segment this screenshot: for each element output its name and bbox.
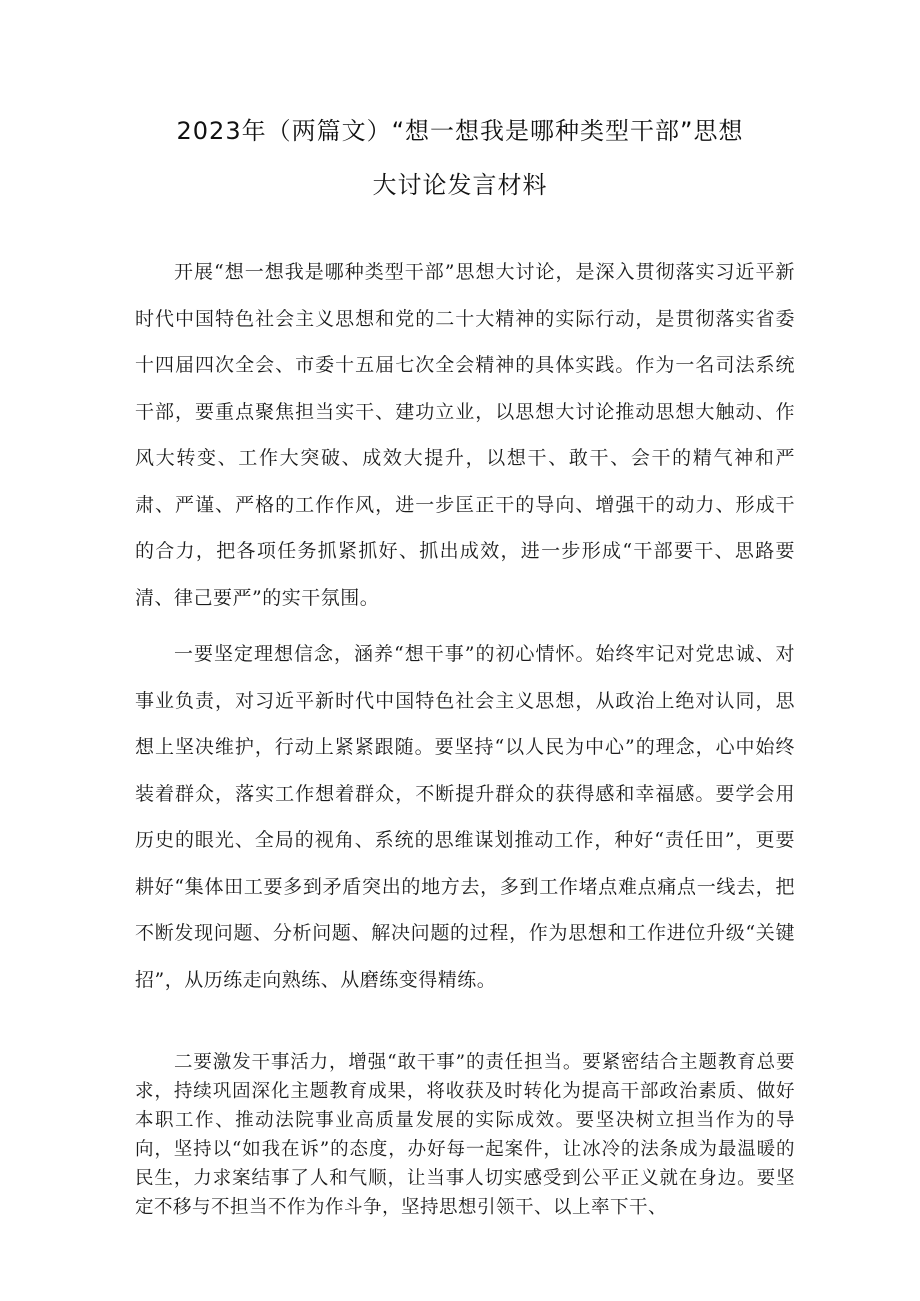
paragraph-point-1: 一要坚定理想信念，涵养“想干事”的初心情怀。始终牢记对党忠诚、对事业负责，对习近平新时代中国特色社会主义思想，从政治上绝对认同，思想上坚决维护，行动上紧紧跟随。要坚持“以人民为中心”的理念，心中始终装着群众，落实工作想着群众，不断提升群众的获得感和幸福感。要学会用历史的眼光、全局的视角、系统的思维谋划推动工作，种好“责任田”，更要耕好“集体田工要多到矛盾突出的地方去，多到工作堵点难点痛点一线去，把不断发现问题、分析问题、解决问题的过程，作为思想和工作进位升级“关键招”，从历练走向熟练、从磨练变得精练。 bbox=[135, 643, 795, 991]
paragraph-intro: 开展“想一想我是哪种类型干部”思想大讨论，是深入贯彻落实习近平新时代中国特色社会主义思想和党的二十大精神的实际行动，是贯彻落实省委十四届四次全会、市委十五届七次全会精神的具体实践。作为一名司法系统干部，要重点聚焦担当实干、建功立业，以思想大讨论推动思想大触动、作风大转变、工作大突破、成效大提升，以想干、敢干、会干的精气神和严肃、严谨、严格的工作作风，进一步匡正干的导向、增强干的动力、形成干的合力，把各项任务抓紧抓好、抓出成效，进一步形成“干部要干、思路要清、律己要严”的实干氛围。 bbox=[135, 261, 795, 609]
document-title-line-2: 大讨论发言材料 bbox=[372, 171, 548, 199]
paragraph-point-2: 二要激发干事活力，增强“敢干事”的责任担当。要紧密结合主题教育总要求，持续巩固深化主题教育成果，将收获及时转化为提高干部政治素质、做好本职工作、推动法院事业高质量发展的实际成效。要坚决树立担当作为的导向，坚持以“如我在诉”的态度，办好每一起案件，让冰冷的法条成为最温暖的民生，力求案结事了人和气顺，让当事人切实感受到公平正义就在身边。要坚定不移与不担当不作为作斗争，坚持思想引领干、以上率下干、 bbox=[135, 1051, 795, 1218]
document-title-line-1: 2023年（两篇文）“想一想我是哪种类型干部”思想 bbox=[176, 117, 744, 145]
